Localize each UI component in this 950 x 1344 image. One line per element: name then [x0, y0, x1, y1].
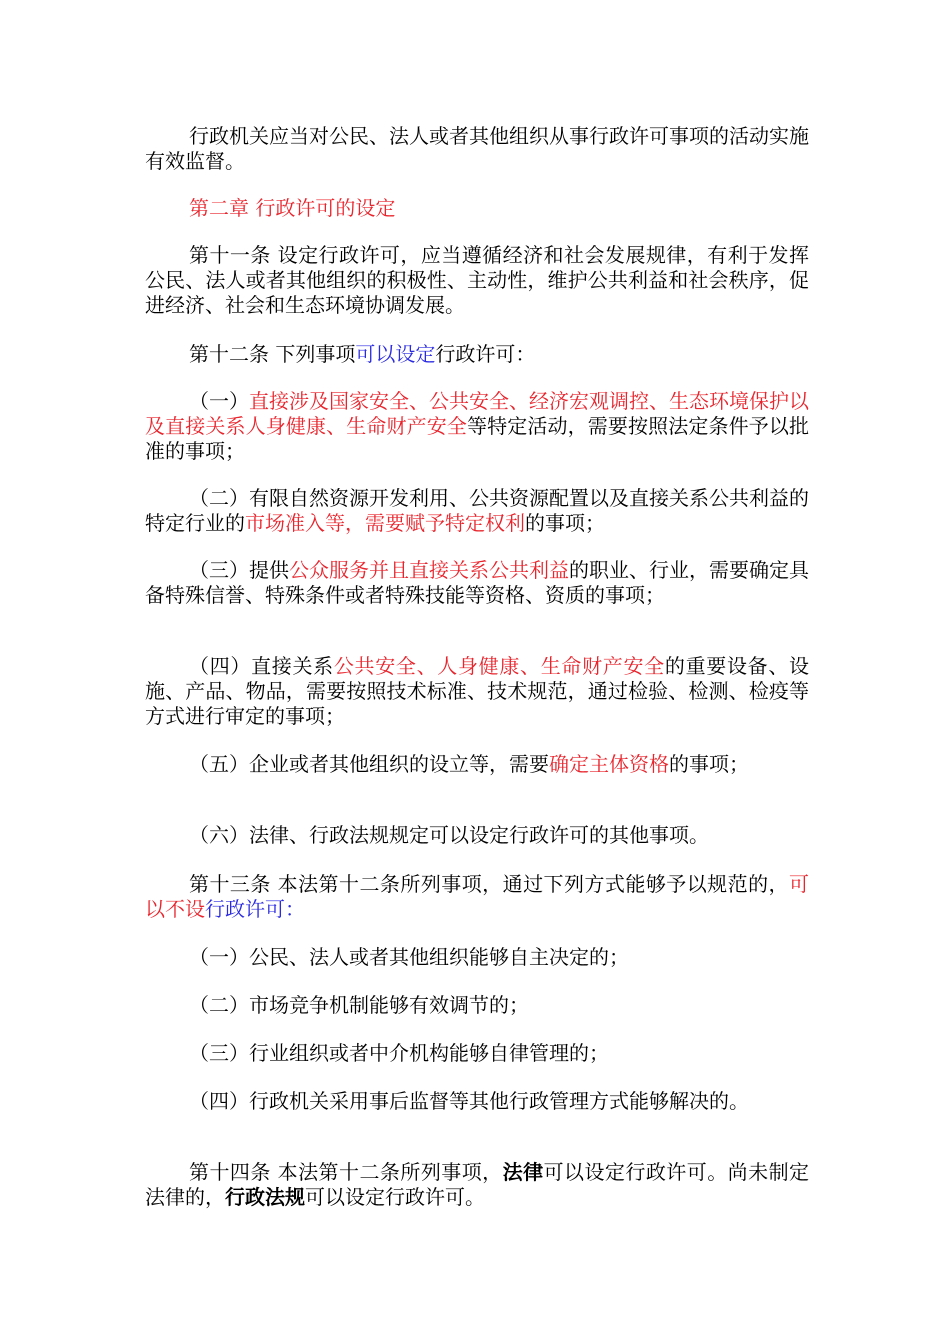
item-marker: （一）	[189, 389, 249, 413]
article-12-item-6	[145, 823, 809, 848]
item-tail: 的事项；	[669, 752, 749, 776]
item-tail: 的事项；	[525, 511, 605, 535]
article-13-item-2	[145, 993, 809, 1018]
article-13-highlight-red: 可以不设	[145, 872, 809, 921]
article-14-mid: 可以设定行政许可。尚未制定法律的，	[145, 1160, 810, 1209]
item-highlight: 直接涉及国家安全、公共安全、经济宏观调控、生态环境保护以及直接关系人身健康、生命财产安全	[145, 389, 809, 438]
article-13-highlight-blue: 行政许可：	[205, 897, 305, 921]
article-13-item-1	[145, 945, 809, 970]
item-lead: （五）企业或者其他组织的设立等，需要	[189, 752, 549, 776]
item-tail: 的重要设备、设施、产品、物品，需要按照技术标准、技术规范，通过检验、检测、检疫等方式进行审定的事项；	[145, 654, 810, 728]
item-highlight: 公众服务并且直接关系公共利益	[289, 558, 569, 582]
article-13-item-4	[145, 1089, 809, 1114]
item-lead: （二）有限自然资源开发利用、公共资源配置以及直接关系公共利益的特定行业的	[145, 486, 809, 535]
article-14-lead: 第十四条 本法第十二条所列事项，	[189, 1160, 503, 1184]
item-highlight: 市场准入等，需要赋予特定权利	[245, 511, 525, 535]
article-13	[145, 872, 809, 922]
item-text: （二）市场竞争机制能够有效调节的；	[189, 993, 529, 1017]
item-text: （四）行政机关采用事后监督等其他行政管理方式能够解决的。	[189, 1089, 749, 1113]
paragraph-text: 行政机关应当对公民、法人或者其他组织从事行政许可事项的活动实施有效监督。	[145, 124, 809, 173]
article-14-tail: 可以设定行政许可。	[305, 1185, 485, 1209]
chapter-heading	[145, 196, 809, 221]
chapter-heading-text: 第二章 行政许可的设定	[189, 196, 396, 220]
item-highlight: 确定主体资格	[549, 752, 669, 776]
item-tail: 的职业、行业，需要确定具备特殊信誉、特殊条件或者特殊技能等资格、资质的事项；	[145, 558, 809, 607]
article-14-bold-law: 法律	[502, 1160, 544, 1184]
item-lead: （四）直接关系	[189, 654, 334, 678]
article-12-highlight: 可以设定	[355, 342, 436, 366]
article-12-tail: 行政许可：	[435, 342, 536, 366]
article-13-item-3	[145, 1041, 809, 1066]
article-12-item-4	[145, 654, 809, 729]
item-text: （六）法律、行政法规规定可以设定行政许可的其他事项。	[189, 823, 709, 847]
article-12-lead: 第十二条 下列事项	[189, 342, 356, 366]
article-12-item-1	[145, 389, 809, 464]
article-11-text: 第十一条 设定行政许可，应当遵循经济和社会发展规律，有利于发挥公民、法人或者其他组织的积极性、主动性，维护公共利益和社会秩序，促进经济、社会和生态环境协调发展。	[145, 243, 809, 317]
item-tail: 等特定活动，需要按照法定条件予以批准的事项；	[145, 414, 809, 463]
article-14	[145, 1160, 809, 1210]
item-text: （三）行业组织或者中介机构能够自律管理的；	[189, 1041, 609, 1065]
article-12-item-2	[145, 486, 809, 536]
article-12-item-5	[145, 752, 809, 777]
item-highlight: 公共安全、人身健康、生命财产安全	[333, 654, 665, 678]
paragraph-supervision	[145, 124, 809, 174]
item-lead: （三）提供	[189, 558, 289, 582]
article-14-bold-regulation: 行政法规	[225, 1185, 305, 1209]
article-12	[145, 342, 809, 367]
article-13-lead: 第十三条 本法第十二条所列事项，通过下列方式能够予以规范的，	[189, 872, 789, 896]
item-text: （一）公民、法人或者其他组织能够自主决定的；	[189, 945, 629, 969]
article-11	[145, 243, 809, 318]
article-12-item-3	[145, 558, 809, 608]
